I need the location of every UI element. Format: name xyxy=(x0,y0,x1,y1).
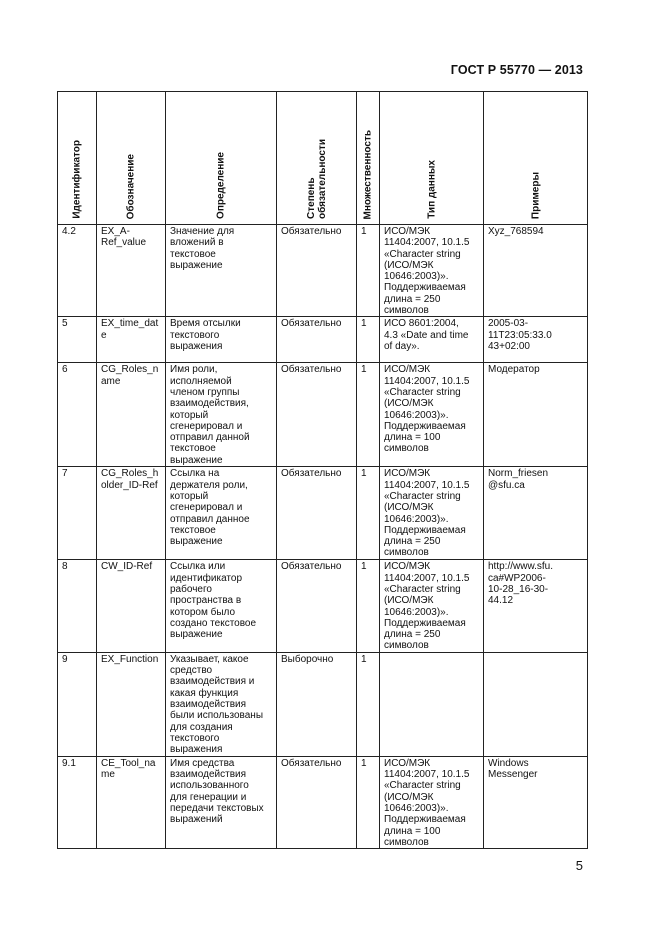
header-id: Идентификатор xyxy=(58,92,97,225)
table-row xyxy=(58,756,588,848)
cell-multiplicity: 1 xyxy=(357,225,380,317)
document-code: ГОСТ Р 55770 — 2013 xyxy=(450,63,583,77)
cell-examples: 2005-03- 11T23:05:33.0 43+02:00 xyxy=(484,317,588,363)
cell-id: 9.1 xyxy=(58,756,97,848)
cell-multiplicity: 1 xyxy=(357,560,380,652)
cell-obligation: Обязательно xyxy=(277,317,357,363)
cell-datatype: ИСО/МЭК 11404:2007, 10.1.5 «Character string (ИСО/МЭК 10646:2003)». Поддерживаемая длина = 250 символов xyxy=(380,560,484,652)
header-examples: Примеры xyxy=(484,92,588,225)
header-designation: Обозначение xyxy=(97,92,166,225)
table-row xyxy=(58,467,588,560)
cell-examples: Модератор xyxy=(484,363,588,467)
data-elements-table xyxy=(57,91,588,849)
cell-multiplicity: 1 xyxy=(357,756,380,848)
cell-id: 8 xyxy=(58,560,97,652)
cell-designation: CW_ID-Ref xyxy=(97,560,166,652)
cell-examples: Xyz_768594 xyxy=(484,225,588,317)
page-number: 5 xyxy=(575,858,583,873)
cell-id: 6 xyxy=(58,363,97,467)
cell-obligation: Обязательно xyxy=(277,560,357,652)
cell-examples: Windows Messenger xyxy=(484,756,588,848)
cell-definition: Значение для вложений в текстовое выражение xyxy=(166,225,277,317)
cell-obligation: Обязательно xyxy=(277,467,357,560)
cell-designation: CG_Roles_h older_ID-Ref xyxy=(97,467,166,560)
cell-designation: EX_time_dat e xyxy=(97,317,166,363)
cell-designation: CE_Tool_na me xyxy=(97,756,166,848)
cell-multiplicity: 1 xyxy=(357,317,380,363)
cell-definition: Ссылка или идентификатор рабочего пространства в котором было создано текстовое выражение xyxy=(166,560,277,652)
cell-multiplicity: 1 xyxy=(357,652,380,756)
header-multiplicity: Множественность xyxy=(357,92,380,225)
cell-examples: http://www.sfu. ca#WP2006- 10-28_16-30- 44.12 xyxy=(484,560,588,652)
header-definition: Определение xyxy=(166,92,277,225)
cell-designation: EX_Function xyxy=(97,652,166,756)
cell-datatype: ИСО/МЭК 11404:2007, 10.1.5 «Character string (ИСО/МЭК 10646:2003)». Поддерживаемая длина = 100 символов xyxy=(380,363,484,467)
cell-definition: Имя роли, исполняемой членом группы взаимодействия, который сгенерировал и отправил данной текстовое выражение xyxy=(166,363,277,467)
cell-datatype: ИСО/МЭК 11404:2007, 10.1.5 «Character string (ИСО/МЭК 10646:2003)». Поддерживаемая длина = 250 символов xyxy=(380,225,484,317)
cell-datatype: ИСО/МЭК 11404:2007, 10.1.5 «Character string (ИСО/МЭК 10646:2003)». Поддерживаемая длина = 100 символов xyxy=(380,756,484,848)
table-row xyxy=(58,560,588,652)
cell-datatype xyxy=(380,652,484,756)
cell-multiplicity: 1 xyxy=(357,363,380,467)
cell-designation: CG_Roles_n ame xyxy=(97,363,166,467)
cell-designation: EX_A- Ref_value xyxy=(97,225,166,317)
cell-examples xyxy=(484,652,588,756)
cell-id: 4.2 xyxy=(58,225,97,317)
cell-definition: Ссылка на держателя роли, который сгенерировал и отправил данное текстовое выражение xyxy=(166,467,277,560)
cell-examples: Norm_friesen @sfu.ca xyxy=(484,467,588,560)
cell-definition: Имя средства взаимодействия использованного для генерации и передачи текстовых выражений xyxy=(166,756,277,848)
cell-id: 9 xyxy=(58,652,97,756)
cell-definition: Время отсылки текстового выражения xyxy=(166,317,277,363)
cell-obligation: Обязательно xyxy=(277,363,357,467)
cell-id: 5 xyxy=(58,317,97,363)
cell-datatype: ИСО 8601:2004, 4.3 «Date and time of day». xyxy=(380,317,484,363)
table-row xyxy=(58,363,588,467)
cell-datatype: ИСО/МЭК 11404:2007, 10.1.5 «Character string (ИСО/МЭК 10646:2003)». Поддерживаемая длина = 250 символов xyxy=(380,467,484,560)
cell-definition: Указывает, какое средство взаимодействия и какая функция взаимодействия были использованы для создания текстового выражения xyxy=(166,652,277,756)
table-header-row xyxy=(58,92,588,225)
header-datatype: Тип данных xyxy=(380,92,484,225)
cell-id: 7 xyxy=(58,467,97,560)
cell-obligation: Обязательно xyxy=(277,225,357,317)
cell-obligation: Выборочно xyxy=(277,652,357,756)
table-row xyxy=(58,225,588,317)
table-row xyxy=(58,652,588,756)
cell-obligation: Обязательно xyxy=(277,756,357,848)
header-obligation: Степень обязательности xyxy=(277,92,357,225)
cell-multiplicity: 1 xyxy=(357,467,380,560)
table-row xyxy=(58,317,588,363)
